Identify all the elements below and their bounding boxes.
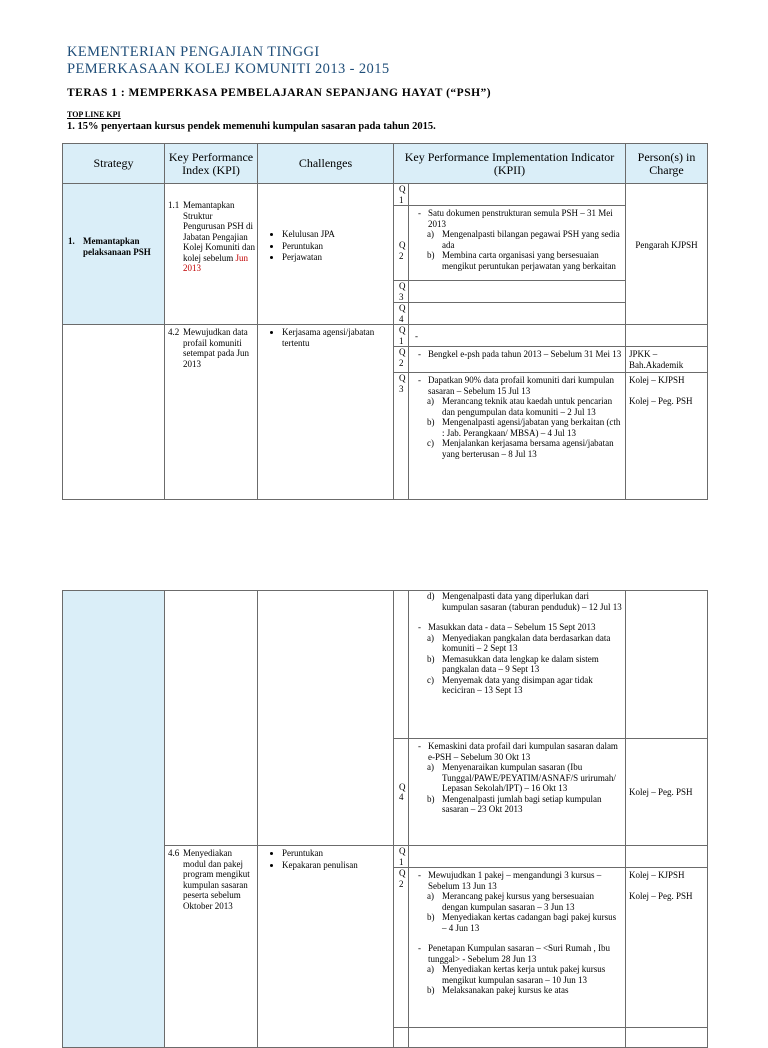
kpii-cell bbox=[409, 206, 626, 281]
kpii-cell: - bbox=[409, 325, 626, 347]
kpi-text: Menyediakan modul dan pakej program mengikut kumpulan sasaran peserta sebelum Oktober 2013 bbox=[183, 848, 250, 911]
person-cell bbox=[626, 325, 708, 347]
strategy-number: 1. bbox=[68, 236, 75, 246]
kpii-sub-item: c) Menjalankan kerjasama bersama agensi/jabatan yang berterusan – 8 Jul 13 bbox=[427, 438, 614, 459]
quarter-label: Q 2 bbox=[394, 206, 409, 281]
kpii-sub-item: d) Mengenalpasti data yang diperlukan dari kumpulan sasaran (taburan penduduk) – 12 Jul 13 bbox=[427, 591, 622, 612]
challenges-cell bbox=[258, 325, 394, 500]
kpii-sub-text: Mengenalpasti data yang diperlukan dari kumpulan sasaran (taburan penduduk) – 12 Jul 13 bbox=[442, 591, 622, 612]
challenges-list bbox=[258, 229, 393, 263]
kpii-sub-text: Melaksanakan pakej kursus ke atas bbox=[442, 985, 569, 995]
kpii-sub-item: a) Merancang pakej kursus yang bersesuaian dengan kumpulan sasaran – 3 Jun 13 bbox=[427, 891, 594, 912]
list-item: • Peruntukan bbox=[282, 848, 393, 859]
header-strategy: Strategy bbox=[63, 144, 165, 184]
kpii-sub-item: b) Melaksanakan pakej kursus ke atas bbox=[427, 985, 569, 995]
strategy-cell bbox=[63, 184, 165, 325]
kpii-cell bbox=[409, 846, 626, 868]
quarter-label: Q 1 bbox=[394, 325, 409, 347]
header-challenges: Challenges bbox=[258, 144, 394, 184]
kpii-sub-item: a) Mengenalpasti bilangan pegawai PSH yang sedia ada bbox=[427, 229, 620, 250]
person-cell: JPKK – Bah.Akademik bbox=[626, 347, 708, 373]
kpi-text: Mewujudkan data profail komuniti setempat pada Jun 2013 bbox=[183, 327, 249, 369]
kpii-sub-text: Merancang pakej kursus yang bersesuaian dengan kumpulan sasaran – 3 Jun 13 bbox=[442, 891, 594, 912]
strategy-cell bbox=[63, 591, 165, 1048]
kpii-sub-text: Memasukkan data lengkap ke dalam sistem pangkalan data – 9 Sept 13 bbox=[442, 653, 599, 674]
kpii-cell bbox=[409, 591, 626, 739]
kpii-sub-text: Merancang teknik atau kaedah untuk pencarian dan pengumpulan data komuniti – 2 Jul 13 bbox=[442, 396, 613, 417]
person-cell bbox=[626, 846, 708, 868]
kpii-sub-text: Menyediakan kertas cadangan bagi pakej kursus – 4 Jun 13 bbox=[442, 912, 617, 933]
kpi-cell bbox=[165, 325, 258, 500]
kpii-cell bbox=[409, 868, 626, 1028]
kpii-sub-text: Menyemak data yang disimpan agar tidak keciciran – 13 Sept 13 bbox=[442, 674, 593, 695]
kpii-sub-item: a) Menyenaraikan kumpulan sasaran (Ibu Tunggal/PAWE/PEYATIM/ASNAF/S urirumah/ Lepasan Sekolah/IPT) – 16 Okt 13 bbox=[427, 762, 616, 793]
kpi-table-page2 bbox=[62, 590, 708, 1048]
quarter-label bbox=[394, 1028, 409, 1048]
kpii-sub-item: a) Menyediakan pangkalan data berdasarkan data komuniti – 2 Sept 13 bbox=[427, 632, 611, 653]
person-cell: Kolej – Peg. PSH bbox=[626, 739, 708, 846]
challenges-list bbox=[258, 327, 393, 348]
kpi-number: 1.1 bbox=[168, 200, 180, 210]
kpii-sub-item: b) Menyediakan kertas cadangan bagi pakej kursus – 4 Jun 13 bbox=[427, 912, 617, 933]
quarter-label bbox=[394, 591, 409, 739]
kpi-cell bbox=[165, 184, 258, 325]
kpii-sub-text: Menyenaraikan kumpulan sasaran (Ibu Tunggal/PAWE/PEYATIM/ASNAF/S urirumah/ Lepasan Sekolah/IPT) – 16 Okt 13 bbox=[442, 762, 616, 793]
person-name: Kolej – Peg. PSH bbox=[629, 395, 693, 406]
quarter-label: Q 1 bbox=[394, 846, 409, 868]
challenges-list bbox=[258, 848, 393, 870]
quarter-label: Q 1 bbox=[394, 184, 409, 206]
kpii-sub-text: Mengenalpasti jumlah bagi setiap kumpulan sasaran – 23 Okt 2013 bbox=[442, 793, 602, 814]
topline-kpi-item: 1. 15% penyertaan kursus pendek memenuhi kumpulan sasaran pada tahun 2015. bbox=[67, 121, 436, 132]
quarter-label: Q 4 bbox=[394, 303, 409, 325]
kpii-main-item: - Satu dokumen penstrukturan semula PSH – 31 Mei 2013 bbox=[415, 208, 622, 229]
list-item: • Peruntukan bbox=[282, 241, 393, 252]
kpii-main-item: - Kemaskini data profail dari kumpulan sasaran dalam e-PSH – Sebelum 30 Okt 13 bbox=[415, 741, 622, 762]
kpii-sub-item: b) Memasukkan data lengkap ke dalam sistem pangkalan data – 9 Sept 13 bbox=[427, 653, 599, 674]
person-cell bbox=[626, 591, 708, 739]
topline-kpi-label: TOP LINE KPI bbox=[67, 110, 121, 119]
kpi-number: 4.2 bbox=[168, 327, 180, 337]
kpi-cell bbox=[165, 591, 258, 846]
strategy-cell bbox=[63, 325, 165, 500]
kpii-cell bbox=[409, 184, 626, 206]
kpii-sub-item: c) Menyemak data yang disimpan agar tidak keciciran – 13 Sept 13 bbox=[427, 674, 593, 695]
quarter-label: Q 2 bbox=[394, 868, 409, 1028]
kpii-sub-text: Menyediakan pangkalan data berdasarkan data komuniti – 2 Sept 13 bbox=[442, 632, 611, 653]
list-item: • Kepakaran penulisan bbox=[282, 860, 393, 871]
header-person: Person(s) in Charge bbox=[626, 144, 708, 184]
kpii-sub-text: Menyediakan kertas kerja untuk pakej kursus mengikut kumpulan sasaran – 10 Jun 13 bbox=[442, 964, 606, 985]
kpii-main-item: - Mewujudkan 1 pakej – mengandungi 3 kursus – Sebelum 13 Jun 13 bbox=[415, 870, 622, 891]
kpii-cell bbox=[409, 347, 626, 373]
kpii-sub-item: b) Mengenalpasti agensi/jabatan yang berkaitan (cth : Jab. Perangkaan/ MBSA) – 4 Jul 13 bbox=[427, 417, 621, 438]
document-title-ministry: KEMENTERIAN PENGAJIAN TINGGI bbox=[67, 44, 320, 60]
person-name: Kolej – KJPSH bbox=[629, 375, 685, 385]
kpi-table-page1 bbox=[62, 143, 708, 500]
person-cell bbox=[626, 1028, 708, 1048]
list-item: • Perjawatan bbox=[282, 252, 393, 263]
quarter-label: Q 3 bbox=[394, 373, 409, 500]
kpii-sub-text: Menjalankan kerjasama bersama agensi/jabatan yang berterusan – 8 Jul 13 bbox=[442, 438, 614, 459]
document-title-program: PEMERKASAAN KOLEJ KOMUNITI 2013 - 2015 bbox=[67, 61, 390, 77]
list-item: • Kelulusan JPA bbox=[282, 229, 393, 240]
kpii-cell bbox=[409, 1028, 626, 1048]
kpii-main-item: - Masukkan data - data – Sebelum 15 Sept 2013 bbox=[415, 622, 622, 633]
kpi-number: 4.6 bbox=[168, 848, 180, 858]
kpii-cell bbox=[409, 739, 626, 846]
kpi-cell bbox=[165, 846, 258, 1048]
kpii-sub-text: Mengenalpasti bilangan pegawai PSH yang sedia ada bbox=[442, 229, 620, 250]
header-kpii: Key Performance Implementation Indicator (KPII) bbox=[394, 144, 626, 184]
person-cell bbox=[626, 868, 708, 1028]
strategy-text: Memantapkan pelaksanaan PSH bbox=[83, 236, 151, 257]
kpii-sub-text: Mengenalpasti agensi/jabatan yang berkaitan (cth : Jab. Perangkaan/ MBSA) – 4 Jul 13 bbox=[442, 417, 621, 438]
kpi-deadline: Jun 2013 bbox=[183, 252, 249, 273]
kpii-sub-item: b) Mengenalpasti jumlah bagi setiap kumpulan sasaran – 23 Okt 2013 bbox=[427, 793, 602, 814]
challenges-cell bbox=[258, 184, 394, 325]
challenges-cell bbox=[258, 591, 394, 846]
header-kpi: Key Performance Index (KPI) bbox=[165, 144, 258, 184]
kpii-main-item: - Penetapan Kumpulan sasaran – <Suri Rumah , Ibu tunggal> - Sebelum 28 Jun 13 bbox=[415, 943, 622, 964]
quarter-label: Q 4 bbox=[394, 739, 409, 846]
kpii-sub-item: a) Merancang teknik atau kaedah untuk pencarian dan pengumpulan data komuniti – 2 Jul 13 bbox=[427, 396, 613, 417]
person-name: Kolej – KJPSH bbox=[629, 870, 685, 880]
kpii-sub-text: Membina carta organisasi yang bersesuaian mengikut peruntukan perjawatan yang berkaitan bbox=[442, 250, 616, 271]
person-cell: Pengarah KJPSH bbox=[626, 184, 708, 325]
kpii-main-item: - Bengkel e-psh pada tahun 2013 – Sebelum 31 Mei 13 bbox=[415, 349, 622, 360]
person-name: Kolej – Peg. PSH bbox=[629, 890, 693, 901]
person-cell bbox=[626, 373, 708, 500]
kpii-main-item: - Dapatkan 90% data profail komuniti dari kumpulan sasaran – Sebelum 15 Jul 13 bbox=[415, 375, 622, 396]
quarter-label: Q 3 bbox=[394, 281, 409, 303]
kpii-cell bbox=[409, 373, 626, 500]
kpii-cell bbox=[409, 281, 626, 303]
challenges-cell bbox=[258, 846, 394, 1048]
teras-heading: TERAS 1 : MEMPERKASA PEMBELAJARAN SEPANJANG HAYAT (“PSH”) bbox=[67, 87, 492, 99]
quarter-label: Q 2 bbox=[394, 347, 409, 373]
kpii-sub-item: b) Membina carta organisasi yang bersesuaian mengikut peruntukan perjawatan yang berkaitan bbox=[427, 250, 616, 271]
kpii-cell bbox=[409, 303, 626, 325]
kpi-text: Memantapkan Struktur Pengurusan PSH di Jabatan Pengajian Kolej Komuniti dan kolej sebelum bbox=[183, 200, 255, 263]
kpii-sub-item: a) Menyediakan kertas kerja untuk pakej kursus mengikut kumpulan sasaran – 10 Jun 13 bbox=[427, 964, 606, 985]
list-item: • Kerjasama agensi/jabatan tertentu bbox=[282, 327, 393, 348]
